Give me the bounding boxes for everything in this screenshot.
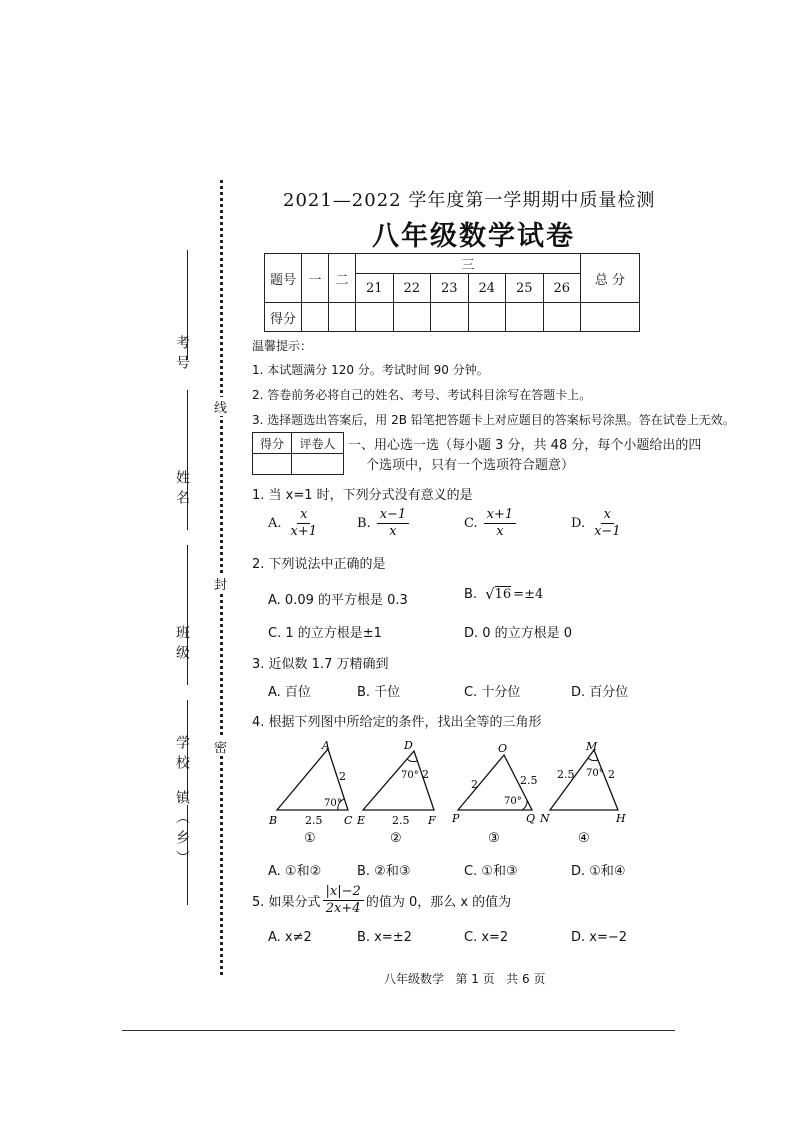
fig1-side2: 2.5 [305,814,323,827]
fig1-left: B [269,814,278,827]
q2-stem: 2. 下列说法中正确的是 [252,557,386,572]
fig3-left: P [452,812,460,825]
q5-den: 2x+4 [325,901,361,916]
q1-d-label: D. [571,516,586,531]
q5-option-d: D. x=−2 [571,930,628,945]
fig3-angle: 70° [504,796,522,807]
fig3-top: O [498,742,508,755]
q1-stem: 1. 当 x=1 时，下列分式没有意义的是 [252,488,473,503]
score-cell [393,303,431,332]
angle-arc-q [522,800,527,810]
fig2-right: F [428,814,436,827]
q4-option-d: D. ①和④ [571,864,626,879]
grader-table [252,432,344,475]
tips-heading: 温馨提示： [252,339,313,353]
angle-arc-d [407,759,417,762]
q1-c-label: C. [464,516,478,531]
q4-stem: 4. 根据下列图中所给定的条件，找出全等的三角形 [252,715,542,730]
fig2-angle: 70° [401,770,419,781]
score-cell [581,303,640,332]
page-bottom-rule [122,1030,675,1031]
score-table-col-1: 一 [302,254,329,303]
exam-no-label: 考号 [174,335,190,375]
q1-a-num: x [297,507,310,524]
q1-option-d [571,507,624,540]
grader-score-label: 得分 [253,433,292,454]
fig1-top: A [322,739,330,752]
fig2-side2: 2.5 [392,814,410,827]
q2-b-label: B. [464,586,478,602]
fig1-side1: 2 [339,770,346,783]
fig4-angle: 70° [586,768,604,779]
angle-arc-m [588,758,598,761]
q5-fraction [323,884,364,917]
score-cell [506,303,544,332]
score-table-col-3: 三 [356,254,581,274]
q1-b-num: x−1 [377,507,410,524]
q5-stem-pre: 5. 如果分式 [252,895,321,910]
mark-mi: 密 [214,737,227,756]
fig1-right: C [344,814,353,827]
score-cell [329,303,356,332]
q5-num: |x|−2 [323,884,364,901]
sqrt-icon: √ [485,585,495,603]
q1-option-a [268,507,320,540]
score-table-col-2: 二 [329,254,356,303]
q2-option-b [464,585,543,603]
q5-option-c: C. x=2 [464,930,509,945]
fig4-num: ④ [578,831,590,846]
name-label: 姓名 [174,470,190,510]
score-table-total: 总 分 [581,254,640,303]
score-table-sub-25: 25 [506,274,544,303]
score-cell [543,303,581,332]
q1-c-fraction [484,507,517,540]
mark-feng: 封 [214,574,227,593]
fig2-left: E [357,814,366,827]
tip-3: 3. 选择题选出答案后，用 2B 铅笔把答题卡上对应题目的答案标号涂黑。答在试卷上无效。 [252,413,735,427]
q1-d-num: x [601,507,614,524]
q3-option-a: A. 百位 [268,685,311,700]
fig3-side1: 2 [471,778,478,791]
score-cell [302,303,329,332]
score-table [264,253,640,332]
score-cell [431,303,469,332]
town-label: 镇（乡） [174,790,190,870]
score-table-header-label: 题号 [265,254,302,303]
score-cell [468,303,506,332]
q4-option-b: B. ②和③ [357,864,411,879]
q4-option-c: C. ①和③ [464,864,518,879]
q1-d-den: x−1 [594,524,621,539]
q1-option-b [357,507,409,540]
q1-option-c [464,507,516,540]
fig4-side2: 2 [608,768,615,781]
fig4-right: H [616,812,626,825]
q5-stem-post: 的值为 0，那么 x 的值为 [365,895,512,910]
q1-d-fraction [591,507,624,540]
q2-option-d: D. 0 的立方根是 0 [464,626,573,641]
fig4-left: N [540,812,550,825]
fig3-num: ③ [488,831,500,846]
q1-c-den: x [496,524,504,539]
q4-figures [260,738,660,848]
fig3-side2: 2.5 [520,774,538,787]
fig1-angle: 70° [324,798,342,809]
exam-title: 2021—2022 学年度第一学期期中质量检测 [283,190,656,211]
fig2-side1: 2 [422,768,429,781]
q5-option-b: B. x=±2 [357,930,412,945]
mark-xian: 线 [214,397,227,416]
q1-b-den: x [389,524,397,539]
exam-subtitle: 八年级数学试卷 [372,221,575,252]
q1-c-num: x+1 [484,507,517,524]
score-table-sub-22: 22 [393,274,431,303]
school-label: 学校 [174,735,190,775]
score-table-sub-24: 24 [468,274,506,303]
q3-option-c: C. 十分位 [464,685,521,700]
score-table-sub-26: 26 [543,274,581,303]
q1-b-fraction [377,507,410,540]
q5-stem [252,884,511,917]
q2-option-c: C. 1 的立方根是±1 [268,626,382,641]
fig2-num: ② [390,831,402,846]
q3-option-d: D. 百分位 [571,685,629,700]
q4-option-a: A. ①和② [268,864,322,879]
q1-a-den: x+1 [290,524,318,539]
page-footer: 八年级数学 第 1 页 共 6 页 [384,972,546,986]
q3-option-b: B. 千位 [357,685,401,700]
score-table-sub-21: 21 [356,274,394,303]
q3-stem: 3. 近似数 1.7 万精确到 [252,657,389,672]
grader-label: 评卷人 [292,433,344,454]
score-table-sub-23: 23 [431,274,469,303]
q1-b-label: B. [357,516,371,531]
grader-name-cell [292,454,344,475]
tip-1: 1. 本试题满分 120 分。考试时间 90 分钟。 [252,363,489,377]
fig4-top: M [586,740,598,753]
grader-score-cell [253,454,292,475]
q5-option-a: A. x≠2 [268,930,312,945]
section1-heading-2: 个选项中，只有一个选项符合题意） [366,458,575,473]
section1-heading: 一、用心选一选（每小题 3 分，共 48 分，每个小题给出的四 [348,438,702,453]
score-cell [356,303,394,332]
tip-2: 2. 答卷前务必将自己的姓名、考号、考试科目涂写在答题卡上。 [252,388,592,402]
class-label: 班级 [174,625,190,665]
fig2-top: D [404,739,413,752]
q1-a-fraction [288,507,321,540]
fig1-num: ① [304,831,316,846]
fig3-right: Q [526,812,536,825]
fig4-side1: 2.5 [557,768,575,781]
q2-b-radicand: 16 [494,587,512,602]
q2-b-rest: =±4 [513,586,544,602]
score-table-score-label: 得分 [265,303,302,332]
q1-a-label: A. [268,516,282,531]
q2-option-a: A. 0.09 的平方根是 0.3 [268,593,408,608]
